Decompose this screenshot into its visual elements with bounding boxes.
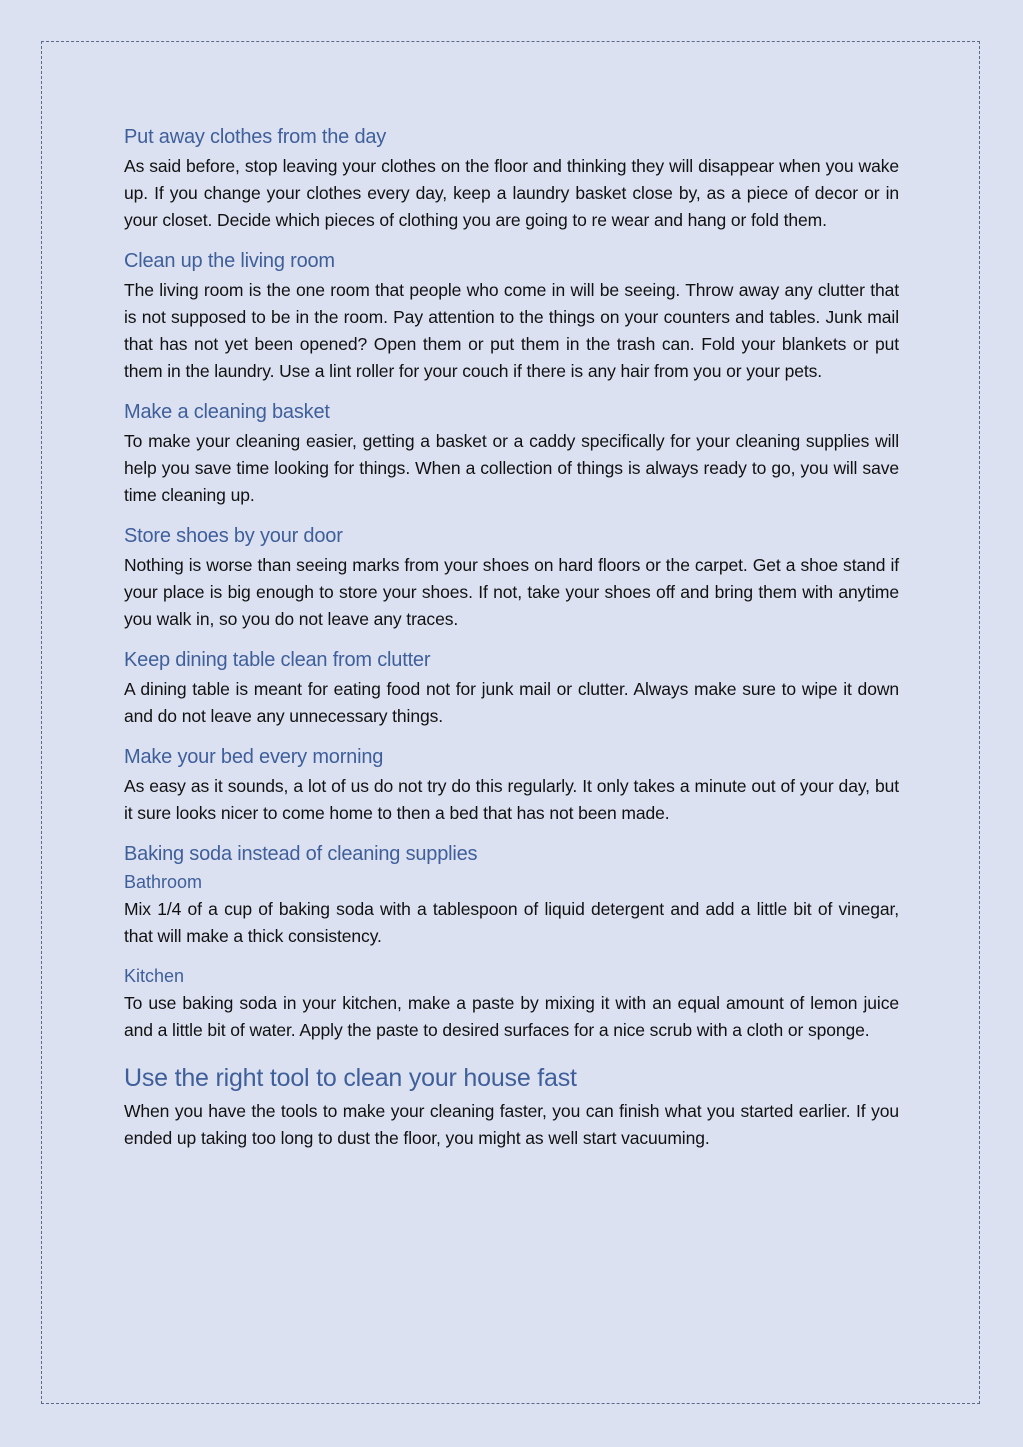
- section-body: A dining table is meant for eating food not for junk mail or clutter. Always make sure to wipe it down and do not leave any unnecessary things.: [124, 679, 899, 726]
- section-body: As said before, stop leaving your clothes on the floor and thinking they will disappear when you wake up. If you change your clothes every day, keep a laundry basket close by, as a piece of decor or in your closet. Decide which pieces of clothing you are going to re wear and hang or fold them.: [124, 156, 899, 230]
- section-body: The living room is the one room that people who come in will be seeing. Throw away any clutter that is not supposed to be in the room. Pay attention to the things on your counters and tables. Junk mail that has not yet been opened? Open them or put them in the trash can. Fold your blankets or put them in the laundry. Use a lint roller for your couch if there is any hair from you or your pets.: [124, 280, 899, 381]
- section-heading: Put away clothes from the day: [124, 126, 387, 148]
- subsection-heading: Kitchen: [124, 966, 185, 986]
- subsection-heading: Bathroom: [124, 872, 203, 892]
- section-heading: Baking soda instead of cleaning supplies: [124, 843, 478, 865]
- section-cleaning-basket: [124, 399, 899, 509]
- section-make-bed: [124, 744, 899, 827]
- document-content: [124, 124, 899, 1166]
- section-heading: Keep dining table clean from clutter: [124, 649, 431, 671]
- section-body: To make your cleaning easier, getting a basket or a caddy specifically for your cleaning supplies will help you save time looking for things. When a collection of things is always ready to go, you will save time cleaning up.: [124, 431, 899, 505]
- section-put-away-clothes: [124, 124, 899, 234]
- section-body: As easy as it sounds, a lot of us do not try do this regularly. It only takes a minute out of your day, but it sure looks nicer to come home to then a bed that has not been made.: [124, 776, 899, 823]
- section-heading-large: Use the right tool to clean your house fast: [124, 1064, 577, 1092]
- subsection-body: Mix 1/4 of a cup of baking soda with a tablespoon of liquid detergent and add a little bit of vinegar, that will make a thick consistency.: [124, 899, 899, 946]
- subsection-kitchen: [124, 964, 899, 1044]
- subsection-bathroom: [124, 870, 899, 950]
- section-right-tool: [124, 1062, 899, 1152]
- section-heading: Store shoes by your door: [124, 525, 343, 547]
- section-heading: Make a cleaning basket: [124, 401, 330, 423]
- section-body: When you have the tools to make your cleaning faster, you can finish what you started earlier. If you ended up taking too long to dust the floor, you might as well start vacuuming.: [124, 1101, 899, 1148]
- section-heading: Make your bed every morning: [124, 746, 384, 768]
- section-baking-soda: [124, 841, 899, 1044]
- section-living-room: [124, 248, 899, 385]
- section-body: Nothing is worse than seeing marks from your shoes on hard floors or the carpet. Get a shoe stand if your place is big enough to store your shoes. If not, take your shoes off and bring them with anytime you walk in, so you do not leave any traces.: [124, 555, 899, 629]
- section-dining-table: [124, 647, 899, 730]
- section-store-shoes: [124, 523, 899, 633]
- section-heading: Clean up the living room: [124, 250, 335, 272]
- subsection-body: To use baking soda in your kitchen, make a paste by mixing it with an equal amount of lemon juice and a little bit of water. Apply the paste to desired surfaces for a nice scrub with a cloth or sponge.: [124, 993, 899, 1040]
